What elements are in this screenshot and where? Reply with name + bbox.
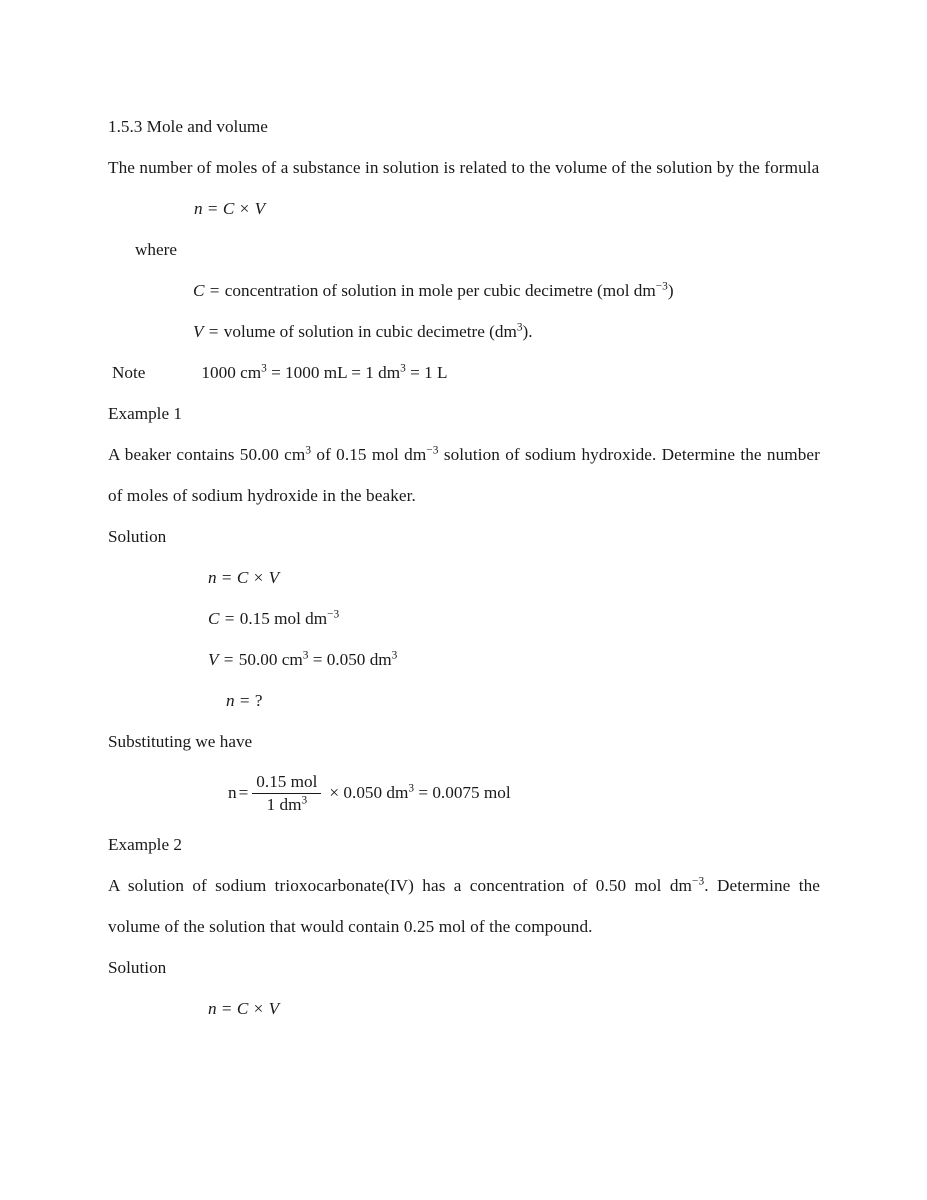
example-2-problem (108, 865, 820, 947)
final-equation-result: 0.0075 mol (432, 783, 511, 802)
definition-v (193, 311, 820, 352)
example-1-step-c (208, 598, 820, 639)
example-1-step-n-equals: = (239, 691, 250, 710)
final-equation-numerator: 0.15 mol (256, 771, 318, 791)
example-1-step-v-exponent-1: 3 (302, 649, 309, 662)
example-2-step-formula-v: V (268, 999, 280, 1018)
formula-variable-c: C (222, 199, 235, 218)
example-1-step-v-value-part2: = 0.050 dm (308, 650, 392, 669)
definition-c-exponent: −3 (655, 280, 668, 293)
example-1-solution-label: Solution (108, 527, 167, 546)
example-1-problem-part2: of 0.15 mol dm (311, 445, 427, 464)
note-label: Note (112, 363, 146, 382)
note-value-part3: = 1 L (405, 363, 448, 382)
example-2-step-formula (208, 988, 820, 1029)
example-1-problem-exponent-2: −3 (426, 444, 439, 457)
note-exponent-1: 3 (261, 362, 267, 375)
example-1-step-v-exponent-2: 3 (391, 649, 398, 662)
example-1-step-formula-n: n (208, 568, 217, 587)
example-1-problem-part1: A beaker contains 50.00 cm (108, 445, 306, 464)
section-heading: 1.5.3 Mole and volume (108, 117, 268, 136)
example-2-title: Example 2 (108, 835, 182, 854)
final-equation-denominator (263, 794, 312, 815)
document-body (108, 106, 820, 1029)
example-1-step-formula (208, 557, 820, 598)
definition-v-equals: = (208, 322, 219, 341)
substituting-label: Substituting we have (108, 732, 253, 751)
formula-variable-n: n (194, 199, 203, 218)
example-2-step-formula-c: C (236, 999, 249, 1018)
final-equation-tail (325, 783, 510, 803)
example-1-step-c-exponent: −3 (327, 608, 340, 621)
example-2-step-formula-n: n (208, 999, 217, 1018)
example-1-problem-exponent-1: 3 (305, 444, 312, 457)
example-1-step-v-value-part1: 50.00 cm (238, 650, 303, 669)
final-equation-multiplier-exponent: 3 (408, 782, 415, 795)
final-equation-times: × (329, 783, 340, 802)
formula-variable-v: V (254, 199, 266, 218)
definition-v-exponent: 3 (516, 321, 523, 334)
example-1-step-n-value: ? (254, 691, 263, 710)
example-1-step-formula-v: V (268, 568, 280, 587)
example-1-step-c-symbol: C (208, 609, 220, 628)
example-1-problem-part3: solution of sodium hydroxide. Determine the number of moles of sodium hydroxide in the beaker. (108, 445, 820, 505)
intro-paragraph: The number of moles of a substance in solution is related to the volume of the solution by the formula (108, 158, 820, 177)
example-1-step-v-equals: = (223, 650, 234, 669)
where-label: where (135, 240, 177, 259)
example-1-problem (108, 434, 820, 516)
example-1-step-formula-times: × (253, 568, 264, 587)
example-1-step-formula-equals: = (221, 568, 232, 587)
example-1-step-n-unknown (226, 680, 820, 721)
example-1-final-equation (228, 762, 820, 824)
definition-c-equals: = (209, 281, 220, 300)
example-2-problem-exponent: −3 (692, 875, 705, 888)
example-2-problem-part2: . Determine the volume of the solution that would contain 0.25 mol of the compound. (108, 876, 820, 936)
example-1-step-n-symbol: n (226, 691, 235, 710)
note-value-part2: = 1000 mL = 1 dm (266, 363, 401, 382)
definition-v-text-end: ). (522, 322, 533, 341)
note-line (112, 352, 820, 393)
formula-n-equals-c-times-v (194, 188, 820, 229)
final-equation-result-equals: = (418, 783, 429, 802)
example-2-step-formula-equals: = (221, 999, 232, 1018)
example-2-solution-label: Solution (108, 958, 167, 977)
final-equation-denominator-exponent: 3 (301, 793, 308, 806)
example-2-step-formula-times: × (253, 999, 264, 1018)
example-1-step-c-equals: = (224, 609, 235, 628)
note-exponent-2: 3 (400, 362, 406, 375)
final-equation-denominator-text: 1 dm (266, 794, 302, 814)
final-equation-fraction (252, 772, 321, 815)
definition-c-text: concentration of solution in mole per cubic decimetre (mol dm (224, 281, 656, 300)
formula-equals-sign: = (207, 199, 218, 218)
definition-v-symbol: V (193, 322, 204, 341)
note-value-part1: 1000 cm (201, 363, 262, 382)
formula-times-sign: × (239, 199, 250, 218)
final-equation-equals: = (238, 783, 249, 802)
definition-v-text: volume of solution in cubic decimetre (dm (223, 322, 517, 341)
definition-c-symbol: C (193, 281, 205, 300)
example-1-step-c-value: 0.15 mol dm (239, 609, 328, 628)
example-2-problem-part1: A solution of sodium trioxocarbonate(IV) has a concentration of 0.50 mol dm (108, 876, 692, 895)
example-1-step-v-symbol: V (208, 650, 219, 669)
example-1-title: Example 1 (108, 404, 182, 423)
example-1-step-formula-c: C (236, 568, 249, 587)
definition-c-text-end: ) (667, 281, 674, 300)
definition-c (193, 270, 820, 311)
final-equation-n: n (228, 783, 237, 802)
example-1-step-v (208, 639, 820, 680)
final-equation-multiplier: 0.050 dm (343, 783, 409, 802)
